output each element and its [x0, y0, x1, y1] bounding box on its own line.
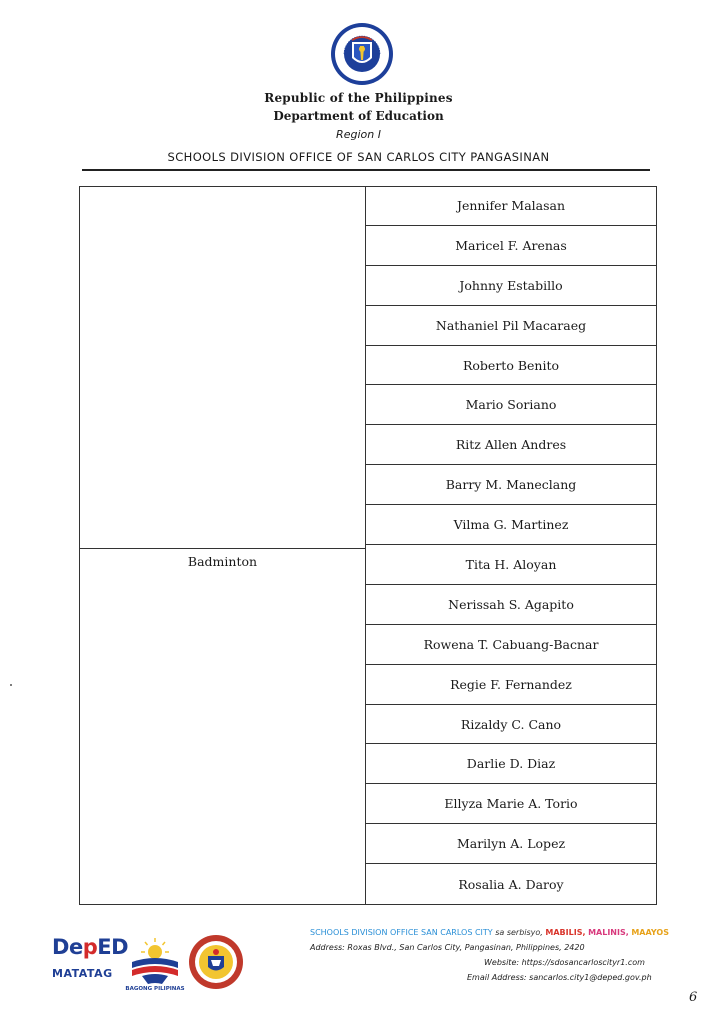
bagong-pilipinas-label: BAGONG PILIPINAS — [125, 986, 185, 992]
table-row: Maricel F. Arenas — [366, 226, 656, 266]
table-row: Regie F. Fernandez — [366, 665, 656, 705]
footer-office-name: SCHOOLS DIVISION OFFICE SAN CARLOS CITY — [310, 928, 493, 937]
footer-email[interactable]: Email Address: sancarlos.city1@deped.gov.ph — [467, 973, 652, 982]
footer-address: Address: Roxas Blvd., San Carlos City, Pangasinan, Philippines, 2420 — [310, 943, 585, 952]
table-row: Ellyza Marie A. Torio — [366, 784, 656, 824]
table-row: Nathaniel Pil Macaraeg — [366, 306, 656, 346]
republic-heading: Republic of the Philippines — [264, 91, 453, 105]
event-cell: Badminton — [187, 554, 258, 569]
footer-tag-mabilis: MABILIS, — [545, 928, 586, 937]
footer-office-line — [310, 928, 669, 937]
deped-logo-text: DepED — [52, 935, 129, 959]
deped-seal-logo — [330, 22, 394, 86]
department-heading: Department of Education — [273, 109, 444, 123]
table-row: Johnny Estabillo — [366, 266, 656, 306]
footer-tagline-prefix: sa serbisyo, — [495, 928, 543, 937]
event-cell-divider — [79, 548, 366, 549]
table-row: Mario Soriano — [366, 385, 656, 425]
footer-tag-malinis: MALINIS, — [588, 928, 629, 937]
deped-matatag-logo — [52, 935, 129, 994]
table-row: Tita H. Aloyan — [366, 545, 656, 585]
table-row: Jennifer Malasan — [366, 186, 656, 226]
scan-speck — [10, 684, 12, 686]
bagong-pilipinas-logo — [126, 932, 184, 994]
sdo-san-carlos-logo — [188, 934, 244, 990]
table-row: Barry M. Maneclang — [366, 465, 656, 505]
table-row: Ritz Allen Andres — [366, 425, 656, 465]
page-number: 6 — [689, 990, 698, 1005]
table-row: Rosalia A. Daroy — [458, 876, 564, 892]
table-row: Rizaldy C. Cano — [366, 705, 656, 745]
footer-website[interactable]: Website: https://sdosancarloscityr1.com — [484, 958, 645, 967]
table-row: Nerissah S. Agapito — [366, 585, 656, 625]
office-heading: SCHOOLS DIVISION OFFICE OF SAN CARLOS CITY PANGASINAN — [167, 150, 550, 164]
names-column — [366, 186, 656, 904]
table-row: Roberto Benito — [366, 346, 656, 386]
matatag-logo-text: MATATAG — [52, 967, 113, 980]
table-row: Marilyn A. Lopez — [366, 824, 656, 864]
table-row: Rowena T. Cabuang-Bacnar — [366, 625, 656, 665]
table-row: Vilma G. Martinez — [366, 505, 656, 545]
table-row: Darlie D. Diaz — [366, 744, 656, 784]
footer-tag-maayos: MAAYOS — [631, 928, 669, 937]
region-heading: Region I — [336, 128, 381, 141]
header-divider — [82, 169, 650, 171]
